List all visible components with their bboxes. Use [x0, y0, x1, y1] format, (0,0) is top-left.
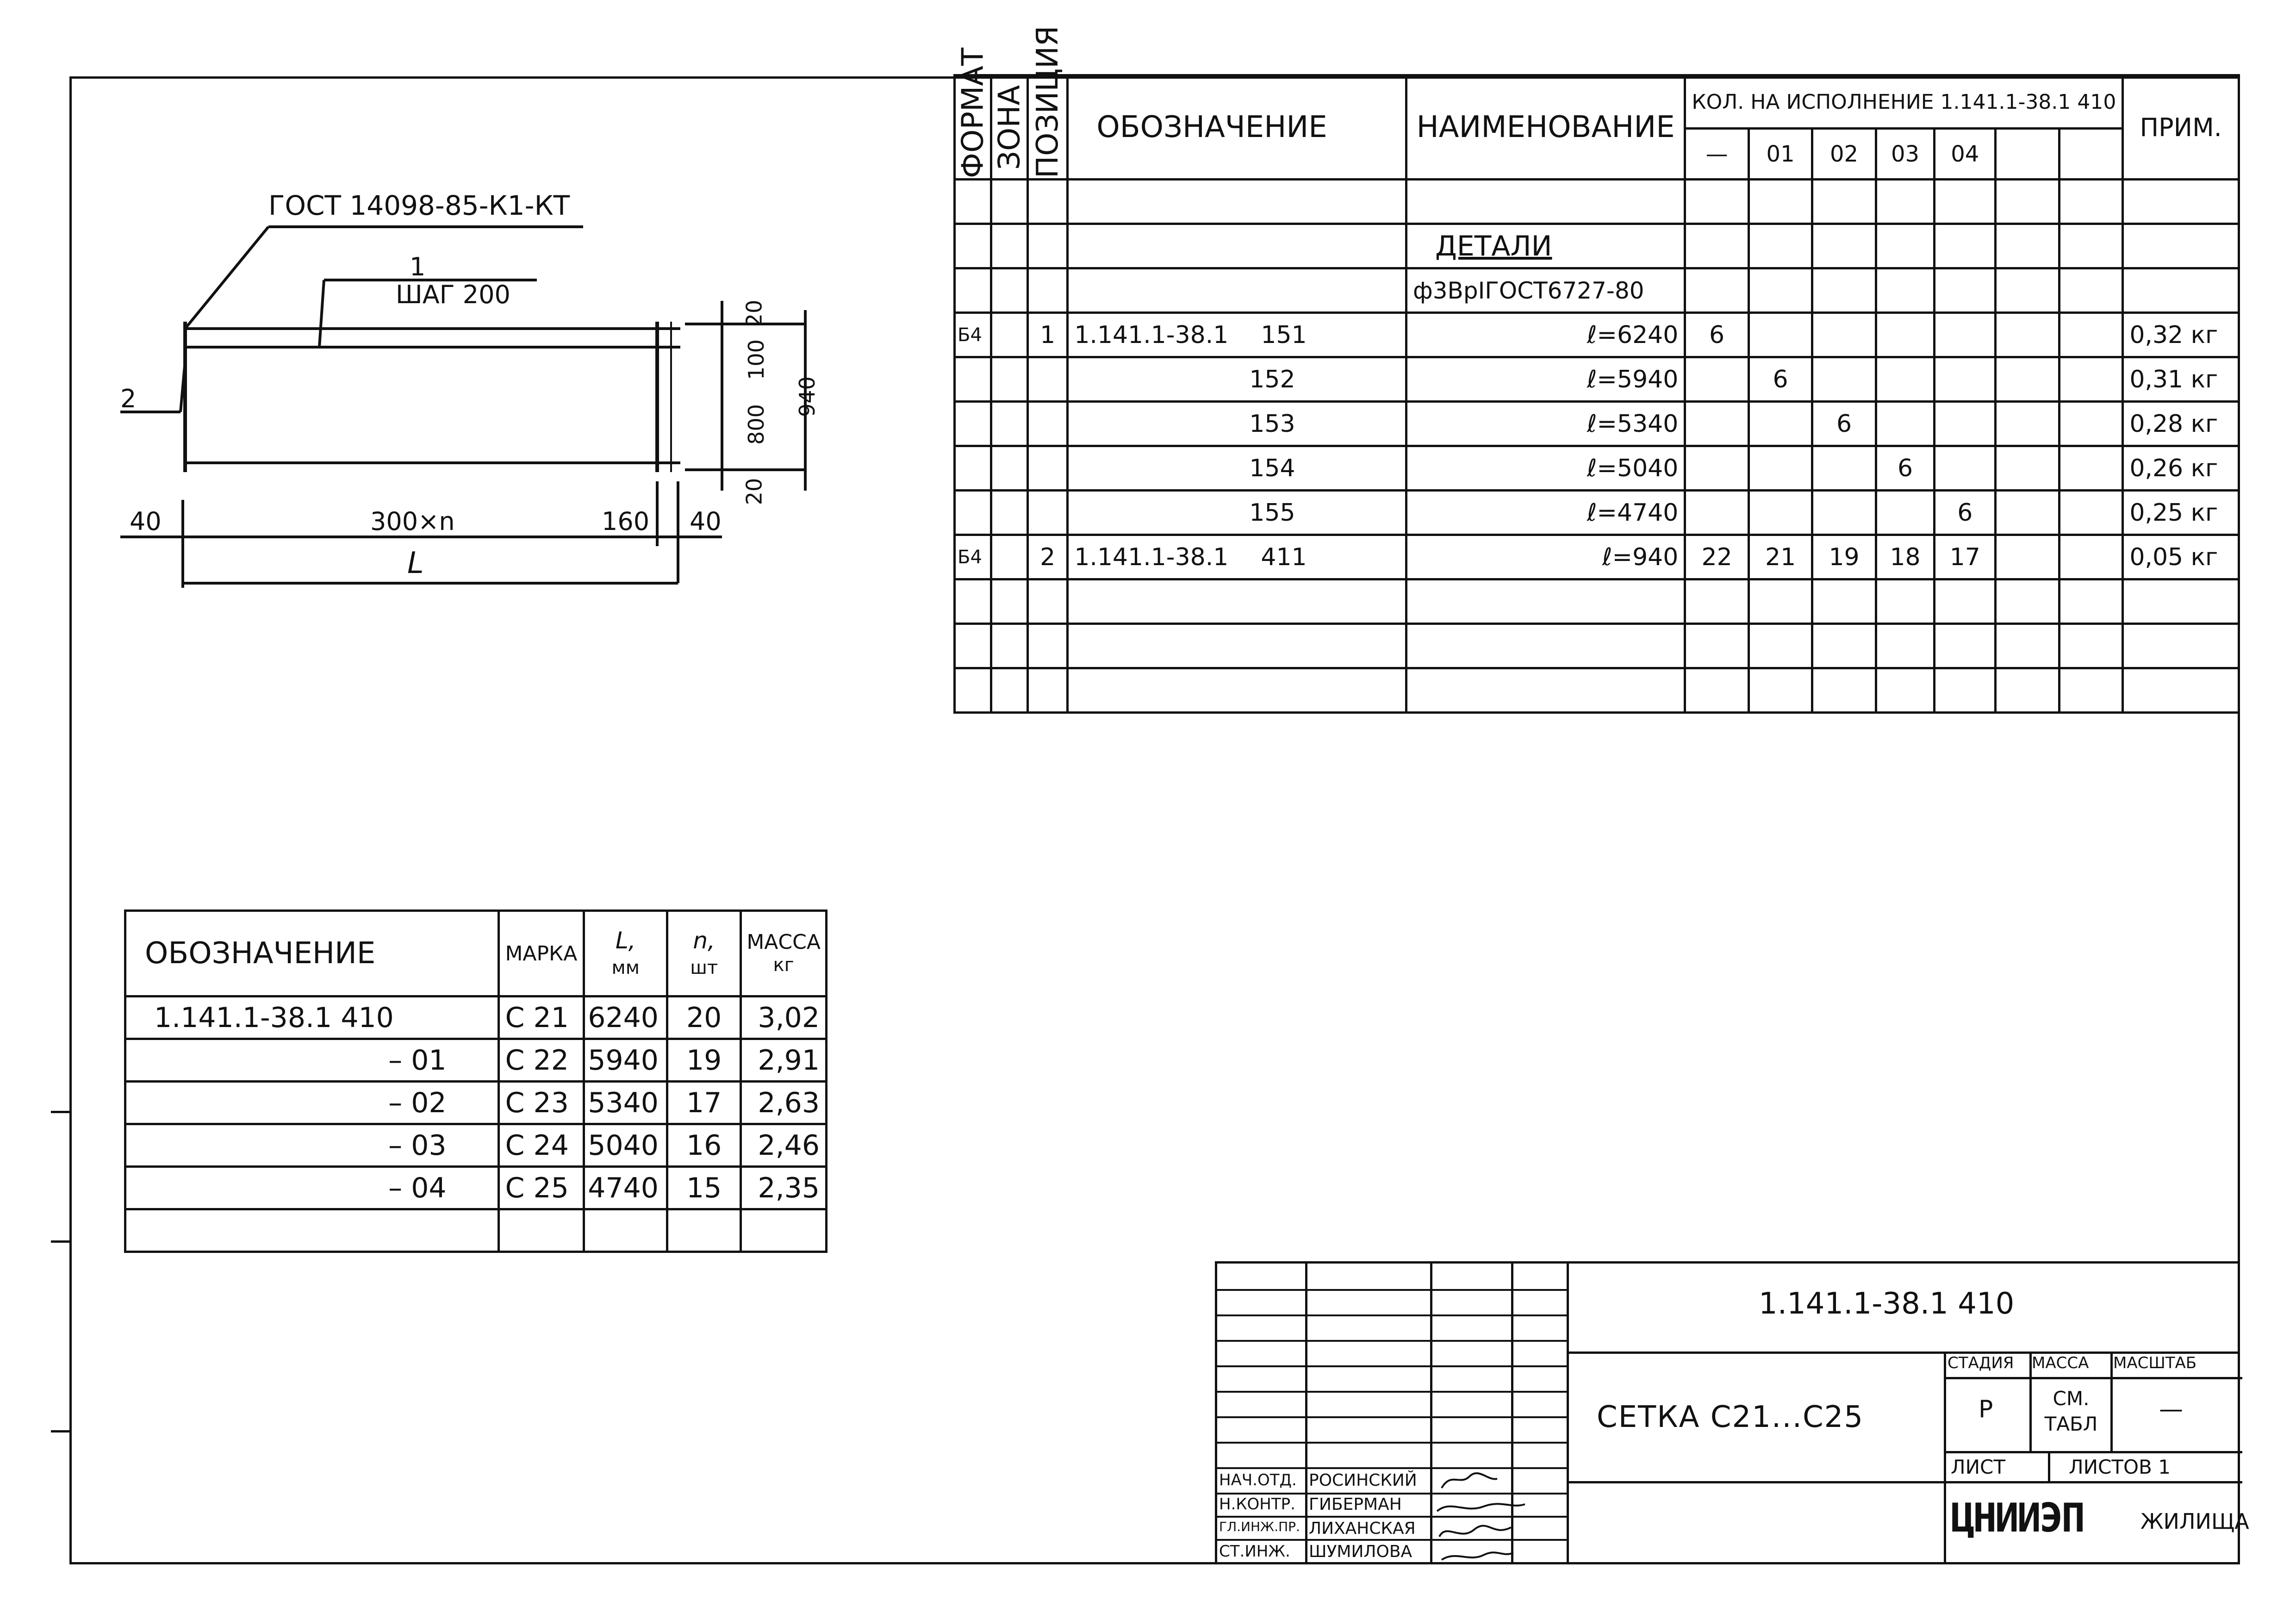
- variant-header: —: [1685, 129, 1748, 180]
- cell-qty: [1812, 313, 1876, 357]
- cell-note: 0,28 кг: [2123, 402, 2239, 446]
- stage-value: Р: [1979, 1395, 1993, 1423]
- cell-qty: 6: [1876, 446, 1934, 491]
- var-cell-mass: 2,46: [741, 1124, 827, 1167]
- variant-header: 04: [1935, 129, 1996, 180]
- variant-header: 02: [1812, 129, 1876, 180]
- cell-qty: 19: [1812, 535, 1876, 579]
- mesh-drawing: [93, 176, 879, 616]
- org-suffix: ЖИЛИЩА: [2140, 1509, 2249, 1534]
- cell-qty: [1935, 313, 1996, 357]
- scale-value: —: [2159, 1395, 2183, 1423]
- dim-20-bottom: 20: [741, 478, 767, 505]
- var-cell-n: 19: [667, 1039, 741, 1082]
- cell-pos: 1: [1028, 313, 1068, 357]
- cell-note: 0,25 кг: [2123, 491, 2239, 535]
- cell-qty: 6: [1685, 313, 1748, 357]
- cell-qty: [1685, 491, 1748, 535]
- position-1-label: 1: [410, 252, 426, 281]
- cell-pos: 2: [1028, 535, 1068, 579]
- table-row: [955, 313, 2239, 357]
- cell-qty: [1685, 446, 1748, 491]
- cell-qty: [1876, 357, 1934, 402]
- mass-value: СМ. ТАБЛ: [2044, 1387, 2098, 1435]
- mass-label: МАССА: [2032, 1354, 2089, 1372]
- var-cell-mark: С 23: [498, 1082, 584, 1124]
- cell-designation: 154: [1068, 446, 1406, 491]
- cell-designation: 1.141.1-38.1 411: [1068, 535, 1406, 579]
- signer-role: Н.КОНТР.: [1219, 1495, 1295, 1513]
- doc-number: 1.141.1-38.1 410: [1759, 1287, 2015, 1321]
- cell-note: 0,26 кг: [2123, 446, 2239, 491]
- var-cell-L: 4740: [584, 1167, 667, 1209]
- var-cell-mass: 2,63: [741, 1082, 827, 1124]
- signer-name: ШУМИЛОВА: [1309, 1542, 1412, 1561]
- col-position: ПОЗИЦИЯ: [1028, 75, 1068, 180]
- signer-name: ГИБЕРМАН: [1309, 1495, 1402, 1514]
- variant-table: [124, 909, 828, 1253]
- cell-qty: [1748, 313, 1812, 357]
- sheet-label: ЛИСТ: [1951, 1456, 2005, 1478]
- table-row: [955, 357, 2239, 402]
- var-cell-L: 6240: [584, 996, 667, 1039]
- cell-qty: [1748, 446, 1812, 491]
- cell-qty: 18: [1876, 535, 1934, 579]
- var-cell-n: 20: [667, 996, 741, 1039]
- gost-label: ГОСТ 14098-85-К1-КТ: [268, 190, 570, 221]
- cell-qty: [1685, 357, 1748, 402]
- var-cell-designation: – 02: [125, 1082, 499, 1124]
- cell-designation: 155: [1068, 491, 1406, 535]
- col-note: ПРИМ.: [2123, 75, 2239, 180]
- var-cell-n: 15: [667, 1167, 741, 1209]
- var-cell-n: 16: [667, 1124, 741, 1167]
- cell-qty: [1812, 491, 1876, 535]
- cell-designation: 153: [1068, 402, 1406, 446]
- cell-note: 0,32 кг: [2123, 313, 2239, 357]
- variant-header: 03: [1876, 129, 1934, 180]
- cell-name: ℓ=5940: [1406, 357, 1685, 402]
- cell-note: 0,05 кг: [2123, 535, 2239, 579]
- variant-header-empty: [2059, 129, 2123, 180]
- margin-tick: [51, 1430, 72, 1432]
- var-cell-mark: С 25: [498, 1167, 584, 1209]
- var-cell-mass: 2,35: [741, 1167, 827, 1209]
- table-row: [125, 1209, 827, 1252]
- variant-header: 01: [1748, 129, 1812, 180]
- cell-qty: [1876, 491, 1934, 535]
- dim-800: 800: [743, 404, 769, 445]
- cell-qty: [1748, 491, 1812, 535]
- cell-qty: 21: [1748, 535, 1812, 579]
- cell-qty: [1812, 446, 1876, 491]
- margin-tick: [51, 1240, 72, 1243]
- var-cell-L: 5940: [584, 1039, 667, 1082]
- cell-format: Б4: [955, 313, 991, 357]
- col-zone: ЗОНА: [991, 75, 1028, 180]
- sheets-label: ЛИСТОВ 1: [2069, 1456, 2171, 1478]
- var-cell-designation: – 03: [125, 1124, 499, 1167]
- cell-name: ℓ=6240: [1406, 313, 1685, 357]
- cell-name: ℓ=5040: [1406, 446, 1685, 491]
- table-row: [955, 624, 2239, 668]
- org-logo: ЦНИИЭП: [1951, 1495, 2084, 1541]
- variant-header-empty: [1996, 129, 2059, 180]
- step-label: ШАГ 200: [396, 280, 510, 309]
- table-row: [955, 268, 2239, 313]
- var-cell-designation: – 01: [125, 1039, 499, 1082]
- col-qty: КОЛ. НА ИСПОЛНЕНИЕ 1.141.1-38.1 410: [1685, 75, 2123, 129]
- dim-L: L: [407, 546, 424, 580]
- scale-label: МАСШТАБ: [2113, 1354, 2197, 1372]
- dim-span: 300×n: [370, 507, 455, 536]
- col-name: НАИМЕНОВАНИЕ: [1406, 75, 1685, 180]
- cell-qty: [1812, 357, 1876, 402]
- cell-format: Б4: [955, 535, 991, 579]
- position-2-label: 2: [120, 384, 137, 413]
- var-cell-mark: С 22: [498, 1039, 584, 1082]
- dim-right: 40: [690, 507, 722, 536]
- cell-name: ℓ=940: [1406, 535, 1685, 579]
- stage-label: СТАДИЯ: [1948, 1354, 2014, 1372]
- cell-qty: [1935, 402, 1996, 446]
- margin-tick: [51, 1111, 72, 1113]
- table-row: [125, 1039, 827, 1082]
- cell-qty: [1685, 402, 1748, 446]
- cell-name: ℓ=5340: [1406, 402, 1685, 446]
- cell-name: ℓ=4740: [1406, 491, 1685, 535]
- var-col-designation: ОБОЗНАЧЕНИЕ: [125, 911, 499, 996]
- specification-table: [953, 25, 2240, 714]
- var-cell-designation: – 04: [125, 1167, 499, 1209]
- cell-qty: [1876, 402, 1934, 446]
- title-block: [1215, 1261, 2249, 1564]
- cell-qty: 6: [1935, 491, 1996, 535]
- var-cell-mass: 2,91: [741, 1039, 827, 1082]
- var-cell-mark: С 24: [498, 1124, 584, 1167]
- table-row: [955, 180, 2239, 224]
- signer-role: СТ.ИНЖ.: [1219, 1542, 1290, 1561]
- cell-qty: 17: [1935, 535, 1996, 579]
- cell-qty: [1748, 402, 1812, 446]
- table-row: [125, 996, 827, 1039]
- table-row: [125, 1167, 827, 1209]
- col-format: ФОРМАТ: [955, 75, 991, 180]
- material-spec: ф3ВрIГОСТ6727-80: [1406, 268, 1685, 313]
- signer-role: НАЧ.ОТД.: [1219, 1471, 1297, 1489]
- cell-qty: [1935, 357, 1996, 402]
- table-row: [955, 535, 2239, 579]
- table-row: [125, 1124, 827, 1167]
- var-col-mass: МАССА кг: [741, 911, 827, 996]
- signer-name: РОСИНСКИЙ: [1309, 1471, 1417, 1490]
- var-cell-mass: 3,02: [741, 996, 827, 1039]
- var-col-n: n, шт: [667, 911, 741, 996]
- var-cell-L: 5040: [584, 1124, 667, 1167]
- col-designation: ОБОЗНАЧЕНИЕ: [1068, 75, 1406, 180]
- cell-qty: 6: [1812, 402, 1876, 446]
- dim-20-top: 20: [741, 299, 767, 327]
- signer-role: ГЛ.ИНЖ.ПР.: [1219, 1519, 1300, 1534]
- table-row: [955, 668, 2239, 713]
- dim-100: 100: [743, 339, 769, 380]
- table-row: [955, 224, 2239, 268]
- cell-qty: [1876, 313, 1934, 357]
- table-row: [125, 1082, 827, 1124]
- var-cell-designation: 1.141.1-38.1 410: [125, 996, 499, 1039]
- dim-left: 40: [130, 507, 162, 536]
- var-col-mark: МАРКА: [498, 911, 584, 996]
- var-col-L: L, мм: [584, 911, 667, 996]
- table-row: [955, 579, 2239, 624]
- cell-qty: 22: [1685, 535, 1748, 579]
- table-row: [955, 491, 2239, 535]
- signer-name: ЛИХАНСКАЯ: [1309, 1519, 1416, 1538]
- cell-note: 0,31 кг: [2123, 357, 2239, 402]
- cell-qty: [1935, 446, 1996, 491]
- table-row: [955, 446, 2239, 491]
- dim-160: 160: [602, 507, 650, 536]
- section-title: ДЕТАЛИ: [1406, 224, 1685, 268]
- var-cell-mark: С 21: [498, 996, 584, 1039]
- var-cell-n: 17: [667, 1082, 741, 1124]
- cell-qty: 6: [1748, 357, 1812, 402]
- table-row: [955, 402, 2239, 446]
- cell-designation: 1.141.1-38.1 151: [1068, 313, 1406, 357]
- signatures: [1432, 1467, 1567, 1564]
- cell-designation: 152: [1068, 357, 1406, 402]
- var-cell-L: 5340: [584, 1082, 667, 1124]
- dim-940: 940: [794, 376, 820, 417]
- drawing-title: СЕТКА С21...С25: [1597, 1400, 1864, 1434]
